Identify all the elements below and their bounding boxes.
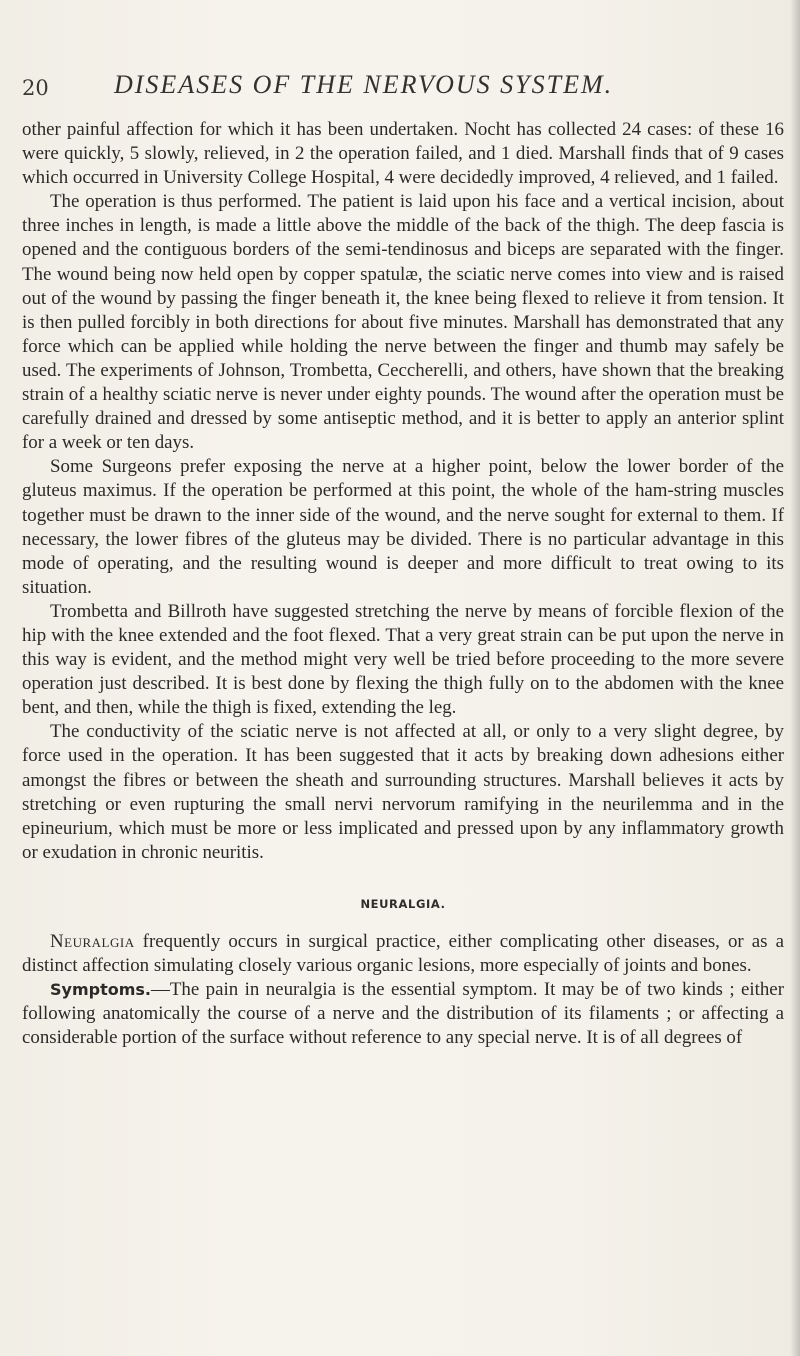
section-heading: NEURALGIA.	[360, 896, 446, 911]
page-header	[22, 68, 782, 104]
section-intro-paragraph	[22, 930, 784, 978]
paragraph: The conductivity of the sciatic nerve is not affected at all, or only to a very slight degree, by force used in the operation. It has been suggested that it acts by breaking down adhesions either amongst the fibres or between the sheath and surrounding structures. Marshall believes it acts by stretching or even rupturing the small nervi nervorum ramifying in the neurilemma and in the epineurium, which must be more or less implicated and pressed upon by any inflammatory growth or exudation in chronic neuritis.	[22, 721, 784, 863]
paragraph-text: frequently occurs in surgical practice, either complicating other diseases, or as a distinct affection simulating closely various organic lesions, more especially of joints and bones.	[22, 931, 784, 977]
paragraph: Trombetta and Billroth have suggested stretching the nerve by means of forcible flexion of the hip with the knee extended and the foot flexed. That a very great strain can be put upon the nerve in this way is evident, and the method might very well be tried before proceeding to the more severe operation just described. It is best done by flexing the thigh fully on to the abdomen with the knee bent, and then, while the thigh is fixed, extending the leg.	[22, 600, 784, 719]
paragraph: The operation is thus performed. The patient is laid upon his face and a vertical incision, about three inches in length, is made a little above the middle of the back of the thigh. The deep fascia is opened and the contiguous borders of the semi-tendinosus and biceps are separated with the finger. The wound being now held open by copper spatulæ, the sciatic nerve comes into view and is raised out of the wound by passing the finger beneath it, the knee being flexed to relieve it from tension. It is then pulled forcibly in both directions for about five minutes. Marshall has demonstrated that any force which can be applied while holding the nerve between the finger and thumb may safely be used. The experiments of Johnson, Trombetta, Ceccherelli, and others, have shown that the breaking strain of a healthy sciatic nerve is never under eighty pounds. The wound after the operation must be carefully drained and dressed by some antiseptic method, and it is better to apply an anterior splint for a week or ten days.	[22, 191, 784, 454]
main-text	[22, 118, 784, 1050]
symptoms-paragraph	[22, 978, 784, 1050]
page-number: 20	[22, 76, 49, 100]
run-in-term: Neuralgia	[50, 931, 135, 952]
run-in-heading: Symptoms.	[50, 980, 151, 1000]
paragraph: Some Surgeons prefer exposing the nerve at a higher point, below the lower border of the gluteus maximus. If the operation be performed at this point, the whole of the ham-string muscles together must be drawn to the inner side of the wound, and the nerve sought for external to them. If necessary, the lower fibres of the gluteus may be divided. There is no particular advantage in this mode of operating, and the resulting wound is deeper and more difficult to treat owing to its situation.	[22, 456, 784, 598]
page-edge-shadow	[790, 0, 800, 1356]
paragraph-text: —The pain in neuralgia is the essential symptom. It may be of two kinds ; either following anatomically the course of a nerve and the distribution of its filaments ; or affecting a considerable portion of the surface without reference to any special nerve. It is of all degrees of	[22, 979, 784, 1049]
paragraph: other painful affection for which it has been undertaken. Nocht has collected 24 cases: of these 16 were quickly, 5 slowly, relieved, in 2 the operation failed, and 1 died. Marshall finds that of 9 cases which occurred in University College Hospital, 4 were decidedly improved, 4 relieved, and 1 failed.	[22, 119, 784, 189]
running-title: DISEASES OF THE NERVOUS SYSTEM.	[114, 70, 614, 99]
